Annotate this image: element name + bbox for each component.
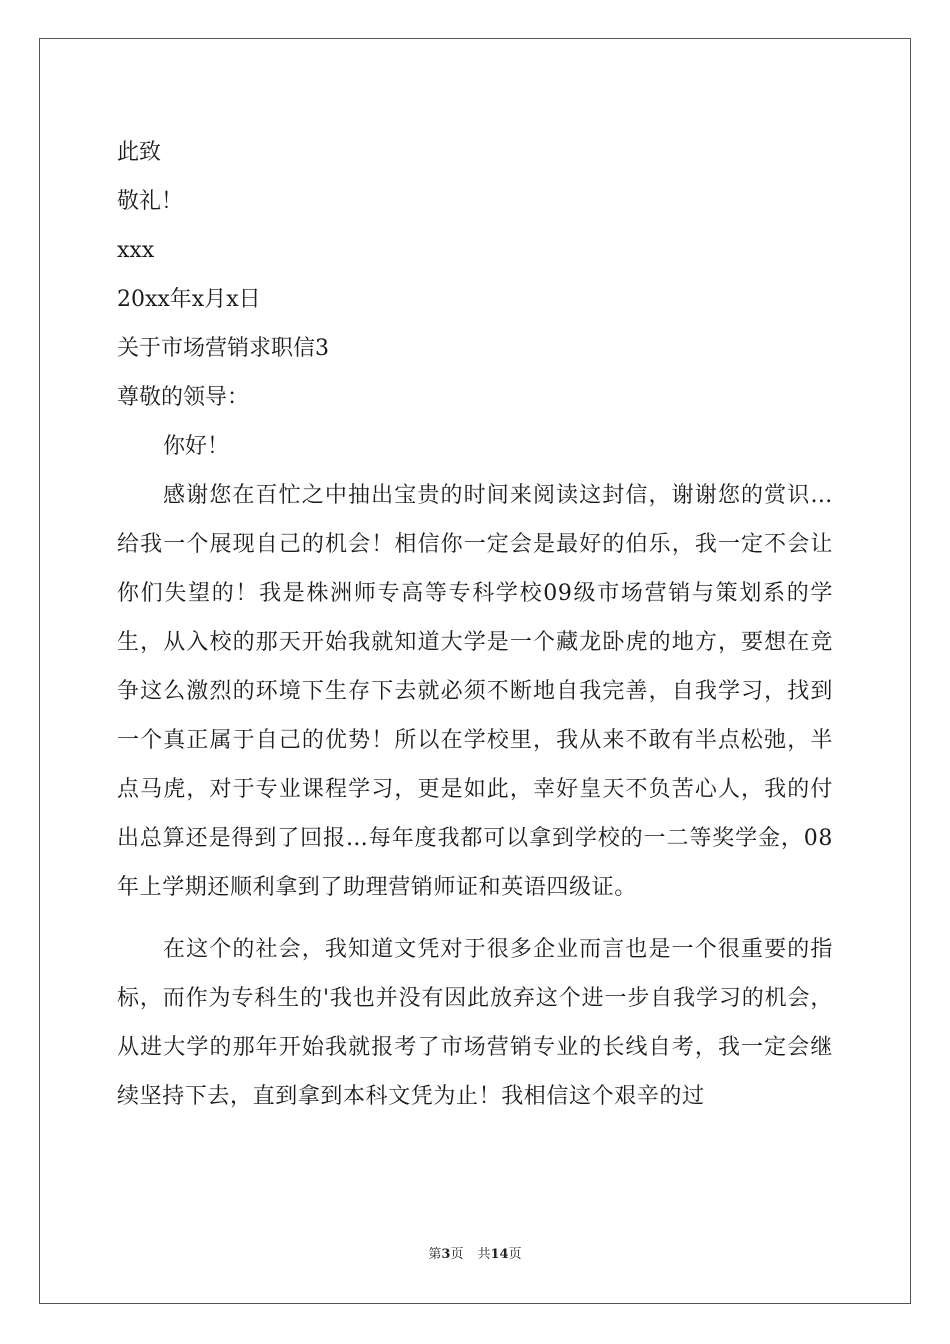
total-unit: 页 (508, 1247, 522, 1262)
page-footer (0, 1246, 950, 1264)
closing-line-2: 敬礼！ (117, 189, 184, 214)
document-body (117, 128, 833, 1121)
signature: xxx (117, 238, 155, 263)
page-unit: 页 (450, 1247, 464, 1262)
paragraph-2: 在这个的社会，我知道文凭对于很多企业而言也是一个很重要的指标，而作为专科生的'我也并没有因此放弃这个进一步自我学习的机会，从进大学的那年开始我就报考了市场营销专业的长线自考，我一定会继续坚持下去，直到拿到本科文凭为止！我相信这个艰辛的过 (117, 937, 833, 1109)
page-current: 3 (441, 1247, 451, 1262)
total-prefix: 共 (477, 1247, 491, 1262)
closing-line-1: 此致 (117, 140, 162, 165)
page-prefix: 第 (428, 1247, 442, 1262)
section-title: 关于市场营销求职信3 (117, 336, 329, 361)
greeting: 你好！ (163, 434, 230, 459)
salutation: 尊敬的领导： (117, 385, 250, 410)
paragraph-1: 感谢您在百忙之中抽出宝贵的时间来阅读这封信，谢谢您的赏识…给我一个展现自己的机会！相信你一定会是最好的伯乐，我一定不会让你们失望的！我是株洲师专高等专科学校09级市场营销与策划系的学生，从入校的那天开始我就知道大学是一个藏龙卧虎的地方，要想在竞争这么激烈的环境下生存下去就必须不断地自我完善，自我学习，找到一个真正属于自己的优势！所以在学校里，我从来不敢有半点松弛，半点马虎，对于专业课程学习，更是如此，幸好皇天不负苦心人，我的付出总算还是得到了回报…每年度我都可以拿到学校的一二等奖学金，08年上学期还顺利拿到了助理营销师证和英语四级证。 (117, 483, 833, 900)
page-total: 14 (490, 1247, 509, 1262)
letter-date: 20xx年x月x日 (117, 287, 261, 312)
body-text (117, 471, 833, 1121)
